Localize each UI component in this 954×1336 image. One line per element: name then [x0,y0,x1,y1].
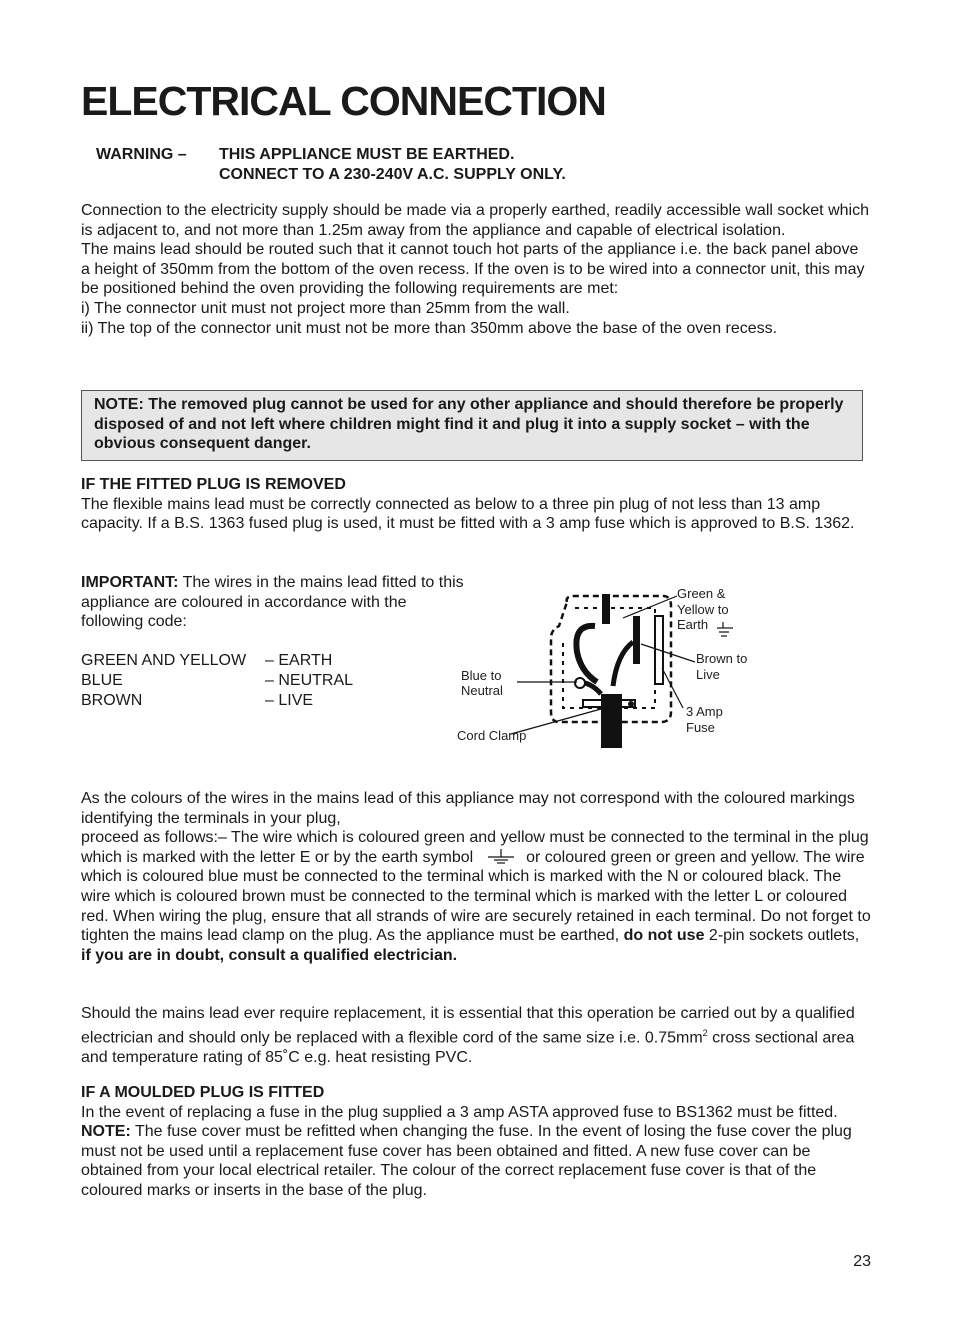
mains-cord [601,694,622,748]
colour-code-terminal: – LIVE [265,691,314,709]
live-label-line-2: Live [696,667,720,682]
procedure-text-c: 2-pin sockets outlets, [708,927,860,945]
cord-clamp-screw [628,701,634,707]
requirement-2: ii) The top of the connector unit must not be more than 350mm above the base of the oven recess. [81,319,778,337]
procedure-paragraph-1: As the colours of the wires in the mains lead of this appliance may not correspond with the coloured markings identifying the terminals in your plug, [81,790,855,827]
intro-paragraph-2: The mains lead should be routed such that it cannot touch hot parts of the appliance i.e. the back panel above a height of 350mm from the bottom of the oven recess. If the oven is to be wired into a connector unit, this may be positioned behind the oven providing the following requirements are met: [81,241,865,298]
important-label: IMPORTANT: [81,574,179,591]
moulded-plug-text: In the event of replacing a fuse in the plug supplied a 3 amp ASTA approved fuse to BS1362 must be fitted. [81,1103,838,1121]
page-number: 23 [853,1253,871,1270]
warning-line-1: THIS APPLIANCE MUST BE EARTHED. [219,146,515,163]
important-text-block [81,573,471,632]
colour-code-row [81,691,471,711]
procedure-bold-2: if you are in doubt, consult a qualified electrician. [81,946,458,964]
neutral-label-line-1: Blue to [461,668,502,683]
warning-line-2: CONNECT TO A 230-240V A.C. SUPPLY ONLY. [219,166,566,183]
replacement-section [81,1004,871,1067]
earth-label-line-3: Earth [677,617,709,632]
neutral-terminal [575,678,585,688]
earth-symbol-icon [717,622,733,636]
live-terminal [633,616,640,664]
live-wire [613,642,633,686]
replacement-superscript: 2 [702,1027,708,1038]
page-title: ELECTRICAL CONNECTION [81,78,606,124]
intro-section [81,201,871,338]
fuse-leader-line [662,668,683,708]
replacement-text-2: cross sectional area and temperature rating of 85˚C e.g. heat resisting PVC. [81,1028,855,1066]
important-text: The wires in the mains lead fitted to this appliance are coloured in accordance with the following code: [81,574,464,631]
warning-label: WARNING – [96,146,187,163]
colour-code-row [81,651,471,671]
earth-terminal [602,594,610,624]
moulded-plug-heading: IF A MOULDED PLUG IS FITTED [81,1084,325,1101]
procedure-bold-1: do not use [623,927,705,945]
colour-code-colour: BLUE [81,671,123,689]
cord-clamp-label: Cord Clamp [457,728,527,743]
moulded-plug-section [81,1083,871,1201]
requirement-1: i) The connector unit must not project more than 25mm from the wall. [81,299,570,317]
colour-code-colour: BROWN [81,691,143,709]
replacement-text: Should the mains lead ever require replacement, it is essential that this operation be carried out by a qualified electrician and should only be replaced with a flexible cord of the same size i.e. 0.75mm [81,1005,855,1046]
procedure-text-b: or coloured green or green and yellow. The wire which is coloured blue must be connected to the terminal which is marked with the N or coloured black. The wire which is coloured brown must be connected to the terminal which is marked with the letter L or coloured red. When wiring the plug, ensure that all strands of wire are securely retained in each terminal. Do not forget to tighten the mains lead clamp on the plug. As the appliance must be earthed, [81,848,871,945]
procedure-text-a: proceed as follows:– The wire which is coloured green and yellow must be connected to the terminal in the plug which is marked with the letter E or by the earth symbol [81,829,869,866]
colour-code-terminal: – NEUTRAL [265,671,354,689]
moulded-plug-note-label: NOTE: [81,1123,131,1141]
plug-wiring-diagram [455,582,775,762]
neutral-label-line-2: Neutral [461,683,503,698]
intro-paragraph-1: Connection to the electricity supply should be made via a properly earthed, readily accessible wall socket which is adjacent to, and not more than 1.25m away from the appliance and capable of electrical isolation. [81,202,869,239]
earth-symbol-icon [478,849,522,865]
procedure-section [81,789,871,965]
live-leader-line [641,644,695,662]
moulded-plug-note [81,1122,871,1200]
live-label-line-1: Brown to [696,651,748,666]
earth-wire [576,626,597,682]
fuse-label-line-1: 3 Amp [686,704,723,719]
note-box: NOTE: The removed plug cannot be used for any other appliance and should therefore be properly disposed of and not left where children might find it and plug it into a supply socket – with the obvious consequent danger. [81,390,863,461]
important-section [81,573,471,710]
fitted-plug-removed-section [81,475,871,534]
earth-label-line-1: Green & [677,586,726,601]
earth-label-line-2: Yellow to [677,602,729,617]
fuse-label-line-2: Fuse [686,720,715,735]
procedure-paragraph-2 [81,828,871,965]
fitted-plug-removed-heading: IF THE FITTED PLUG IS REMOVED [81,476,346,493]
colour-code-row [81,671,471,691]
colour-code-terminal: – EARTH [265,652,333,670]
moulded-plug-note-text: The fuse cover must be refitted when changing the fuse. In the event of losing the fuse cover the plug must not be used until a replacement fuse cover has been obtained and fitted. A new fuse cover can be obtained from your local electrical retailer. The colour of the correct replacement fuse cover is that of the coloured marks or inserts in the base of the plug. [81,1123,852,1199]
colour-code-colour: GREEN AND YELLOW [81,652,247,670]
fitted-plug-removed-text: The flexible mains lead must be correctly connected as below to a three pin plug of not less than 13 amp capacity. If a B.S. 1363 fused plug is used, it must be fitted with a 3 amp fuse which is approved to B.S. 1362. [81,495,855,533]
